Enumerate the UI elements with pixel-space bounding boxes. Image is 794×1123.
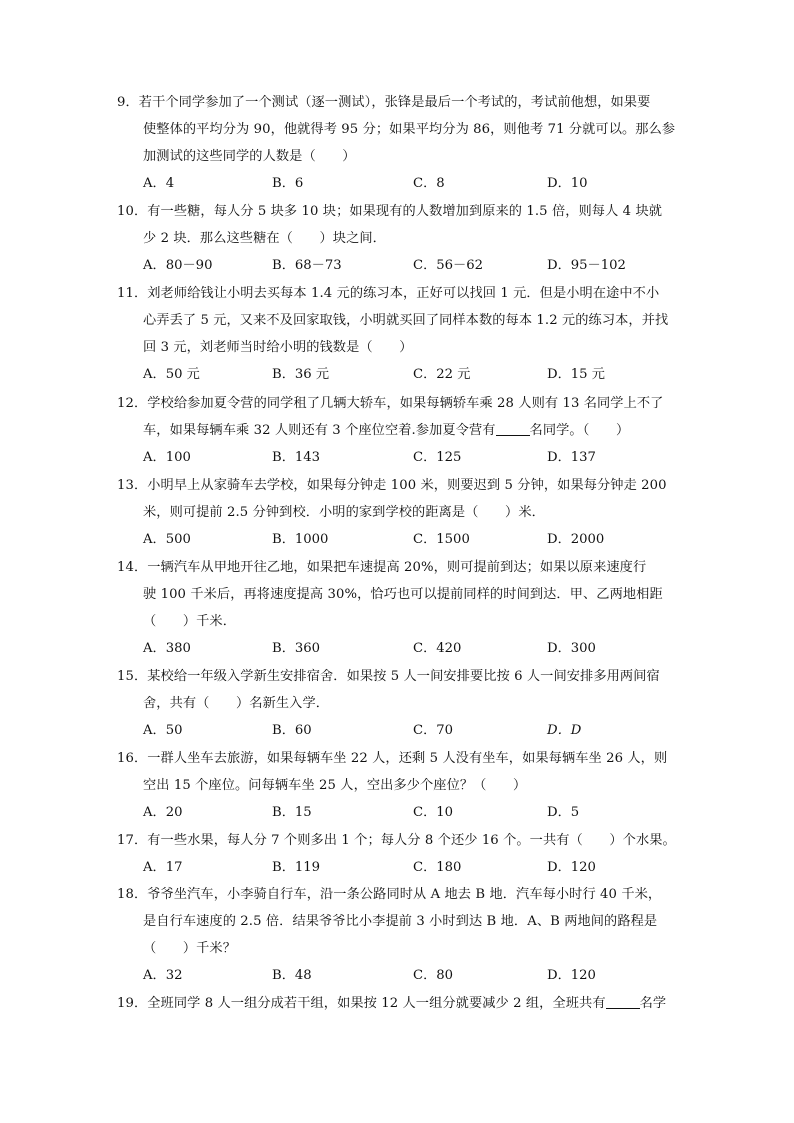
question-text: 心弄丢了 5 元，又来不及回家取钱，小明就买回了同样本数的每本 1.2 元的练习本，并找	[143, 313, 669, 328]
option-row	[117, 854, 689, 881]
option-b[interactable]: B．15	[272, 805, 312, 820]
option-d[interactable]: D．95－102	[547, 258, 626, 273]
option-c[interactable]: C．56－62	[413, 258, 484, 273]
question-17	[117, 827, 689, 881]
question-text: 12．学校给参加夏令营的同学租了几辆大轿车，如果每辆轿车乘 28 人则有 13 名同学上不了	[117, 396, 664, 411]
option-d[interactable]: D．D	[547, 723, 582, 738]
option-c[interactable]: C．80	[413, 968, 454, 983]
question-text-part: 名学	[639, 996, 667, 1011]
question-text: 是自行车速度的 2.5 倍．结果爷爷比小李提前 3 小时到达 B 地．A、B 两地间的路程是	[143, 914, 658, 929]
option-a[interactable]: A．380	[143, 641, 191, 656]
option-d[interactable]: D．10	[547, 176, 588, 191]
question-text: 驶 100 千米后，再将速度提高 30%，恰巧也可以提前同样的时间到达．甲、乙两地相距	[143, 587, 663, 602]
option-d[interactable]: D．15 元	[547, 367, 605, 382]
question-text: 14．一辆汽车从甲地开往乙地，如果把车速提高 20%，则可提前到达；如果以原来速度行	[117, 560, 647, 575]
option-row	[117, 962, 689, 989]
option-a[interactable]: A．80－90	[143, 258, 213, 273]
question-text: 使整体的平均分为 90，他就得考 95 分；如果平均分为 86，则他考 71 分就可以。那么参	[143, 122, 676, 137]
question-text: 空出 15 个座位。问每辆车坐 25 人，空出多少个座位？（ ）	[143, 778, 527, 793]
question-text: 少 2 块．那么这些糖在（ ）块之间．	[143, 231, 386, 246]
option-a[interactable]: A．100	[143, 450, 191, 465]
option-c[interactable]: C．10	[413, 805, 454, 820]
question-text-part: 名同学。（ ）	[529, 423, 630, 438]
option-c[interactable]: C．70	[413, 723, 454, 738]
option-d[interactable]: D．120	[547, 860, 596, 875]
option-c[interactable]: C．180	[413, 860, 462, 875]
option-b[interactable]: B．60	[272, 723, 312, 738]
question-9	[117, 89, 689, 197]
question-text: 11．刘老师给钱让小明去买每本 1.4 元的练习本，正好可以找回 1 元．但是小明在途中不小	[117, 286, 660, 301]
question-text: 9．若干个同学参加了一个测试（逐一测试），张锋是最后一个考试的，考试前他想，如果要	[117, 95, 651, 110]
option-b[interactable]: B．6	[272, 176, 304, 191]
question-text: （ ）千米．	[143, 614, 237, 629]
option-a[interactable]: A．20	[143, 805, 183, 820]
option-a[interactable]: A．50	[143, 723, 183, 738]
question-text: 舍，共有（ ）名新生入学．	[143, 696, 330, 711]
option-a[interactable]: A．32	[143, 968, 183, 983]
question-text: 加测试的这些同学的人数是（ ）	[143, 149, 356, 164]
question-text: 10．有一些糖，每人分 5 块多 10 块；如果现有的人数增加到原来的 1.5 倍，则每人 4 块就	[117, 204, 663, 219]
option-c[interactable]: C．8	[413, 176, 445, 191]
question-15	[117, 663, 689, 744]
option-row	[117, 717, 689, 744]
option-c[interactable]: C．22 元	[413, 367, 471, 382]
option-d[interactable]: D．137	[547, 450, 596, 465]
option-d[interactable]: D．5	[547, 805, 580, 820]
question-text: 13．小明早上从家骑车去学校，如果每分钟走 100 米，则要迟到 5 分钟，如果每分钟走 200	[117, 478, 667, 493]
answer-blank[interactable]	[606, 994, 640, 1009]
question-text: 18．爷爷坐汽车，小李骑自行车，沿一条公路同时从 A 地去 B 地．汽车每小时行 40 千米，	[117, 887, 662, 902]
option-b[interactable]: B．1000	[272, 532, 329, 547]
question-text	[117, 990, 689, 1017]
option-b[interactable]: B．119	[272, 860, 321, 875]
question-text: 回 3 元，刘老师当时给小明的钱数是（ ）	[143, 340, 413, 355]
option-row	[117, 252, 689, 279]
option-d[interactable]: D．2000	[547, 532, 605, 547]
option-row	[117, 170, 689, 197]
option-b[interactable]: B．36 元	[272, 367, 330, 382]
question-text-part: 车，如果每辆车乘 32 人则还有 3 个座位空着.参加夏令营有	[143, 423, 496, 438]
option-d[interactable]: D．120	[547, 968, 596, 983]
option-b[interactable]: B．48	[272, 968, 312, 983]
question-16	[117, 745, 689, 826]
option-row	[117, 526, 689, 553]
question-12	[117, 390, 689, 471]
option-d[interactable]: D．300	[547, 641, 596, 656]
question-text: 16．一群人坐车去旅游，如果每辆车坐 22 人，还剩 5 人没有坐车，如果每辆车坐 26 人，则	[117, 751, 668, 766]
option-row	[117, 361, 689, 388]
question-14	[117, 554, 689, 662]
option-row	[117, 635, 689, 662]
option-a[interactable]: A．50 元	[143, 367, 200, 382]
option-b[interactable]: B．68－73	[272, 258, 342, 273]
question-19	[117, 990, 689, 1017]
option-a[interactable]: A．4	[143, 176, 175, 191]
question-text: 米，则可提前 2.5 分钟到校．小明的家到学校的距离是（ ）米．	[143, 505, 545, 520]
option-c[interactable]: C．125	[413, 450, 462, 465]
question-text-part: 19．全班同学 8 人一组分成若干组，如果按 12 人一组分就要减少 2 组，全班共有	[117, 996, 606, 1011]
option-row	[117, 444, 689, 471]
question-text	[117, 417, 689, 444]
option-row	[117, 799, 689, 826]
question-13	[117, 472, 689, 553]
question-text: 17．有一些水果，每人分 7 个则多出 1 个；每人分 8 个还少 16 个。一共有（ ）个水果。	[117, 833, 676, 848]
question-text: （ ）千米？	[143, 941, 237, 956]
answer-blank[interactable]	[496, 421, 530, 436]
option-b[interactable]: B．360	[272, 641, 321, 656]
question-11	[117, 280, 689, 388]
question-10	[117, 198, 689, 279]
option-a[interactable]: A．500	[143, 532, 191, 547]
question-18	[117, 881, 689, 989]
question-text: 15．某校给一年级入学新生安排宿舍．如果按 5 人一间安排要比按 6 人一间安排多用两间宿	[117, 669, 660, 684]
option-a[interactable]: A．17	[143, 860, 183, 875]
option-b[interactable]: B．143	[272, 450, 321, 465]
option-c[interactable]: C．420	[413, 641, 462, 656]
option-c[interactable]: C．1500	[413, 532, 470, 547]
